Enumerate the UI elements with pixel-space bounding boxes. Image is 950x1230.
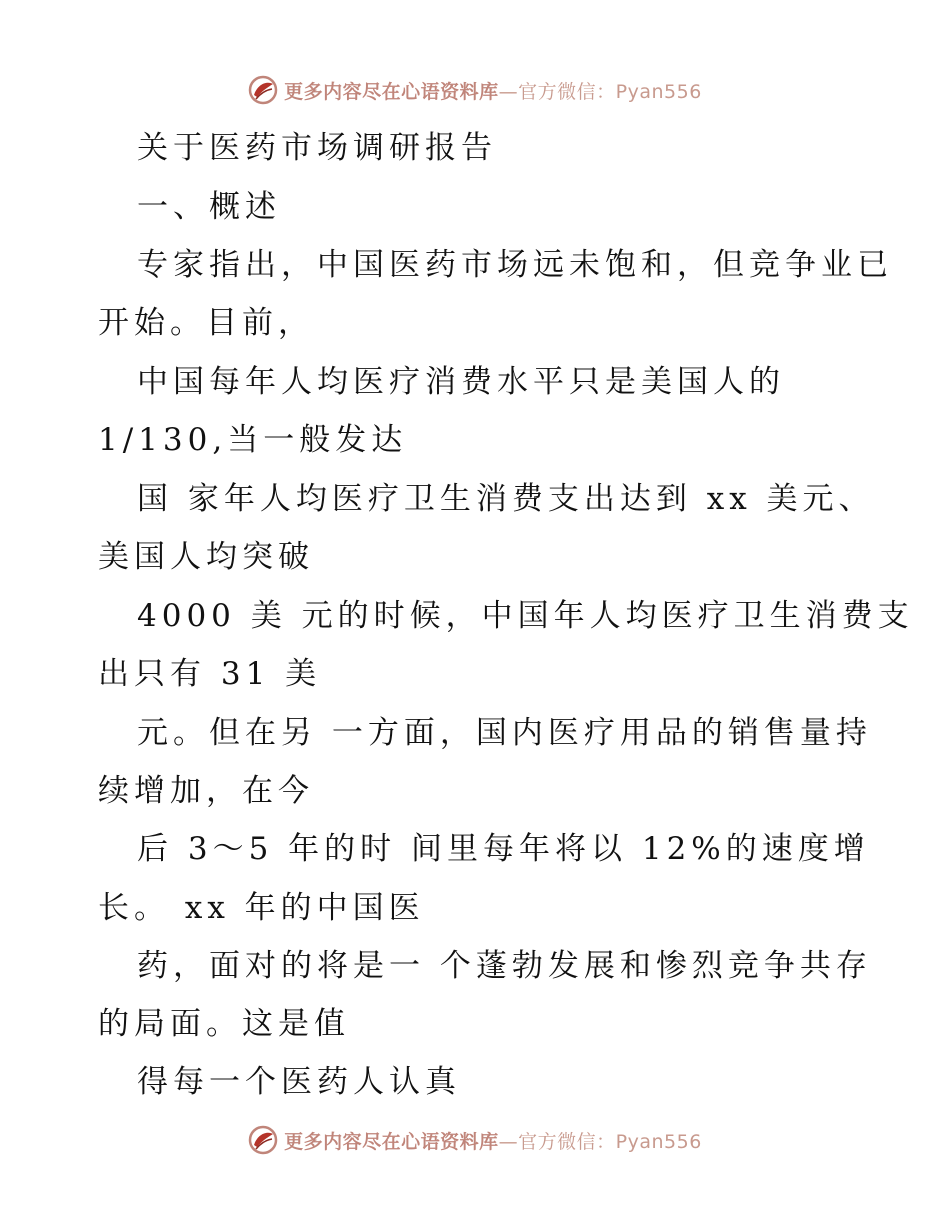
- footer-watermark-banner: [0, 1120, 950, 1160]
- leaf-swirl-logo-icon: [248, 1125, 278, 1155]
- paragraph-line: 出只有 31 美: [98, 656, 322, 692]
- paragraph-line: 药，面对的将是一 个蓬勃发展和惨烈竞争共存: [137, 948, 872, 984]
- watermark-text: 更多内容尽在心语资料库—官方微信：Pyan556: [284, 80, 702, 103]
- paragraph-line: 后 3～5 年的时 间里每年将以 12%的速度增: [137, 831, 870, 867]
- paragraph-line: 国 家年人均医疗卫生消费支出达到 xx 美元、: [137, 481, 875, 517]
- paragraph-line: 专家指出，中国医药市场远未饱和，但竞争业已: [137, 247, 893, 283]
- paragraph-line: 的局面。这是值: [98, 1006, 350, 1042]
- paragraph-line: 长。 xx 年的中国医: [98, 890, 425, 926]
- document-title: 关于医药市场调研报告: [137, 130, 497, 166]
- paragraph-line: 元。但在另 一方面，国内医疗用品的销售量持: [137, 715, 872, 751]
- paragraph-line: 美国人均突破: [98, 539, 314, 575]
- paragraph-line: 中国每年人均医疗消费水平只是美国人的: [137, 364, 785, 400]
- paragraph-line: 续增加，在今: [98, 773, 314, 809]
- watermark-text: 更多内容尽在心语资料库—官方微信：Pyan556: [284, 1130, 702, 1153]
- paragraph-line: 4000 美 元的时候，中国年人均医疗卫生消费支: [137, 598, 914, 634]
- section-heading: 一、概述: [137, 189, 281, 225]
- paragraph-line: 得每一个医药人认真: [137, 1064, 461, 1100]
- paragraph-line: 1/130,当一般发达: [98, 422, 408, 458]
- paragraph-line: 开始。目前，: [98, 305, 314, 341]
